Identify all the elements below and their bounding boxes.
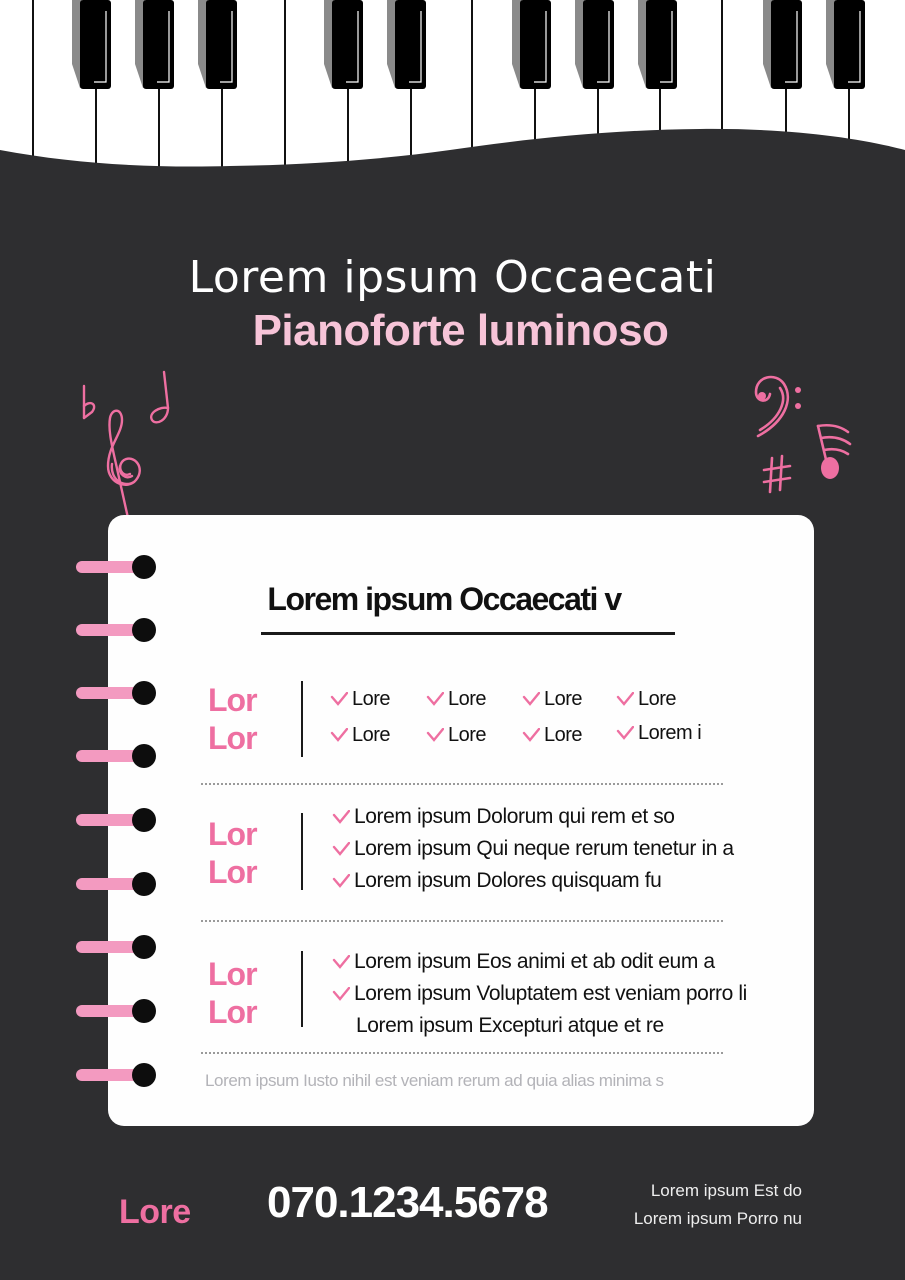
spiral-ring: [76, 681, 156, 705]
footer-brand: Lore: [119, 1193, 191, 1231]
check-icon: [616, 692, 634, 706]
footer-info-line: Lorem ipsum Est do: [650, 1181, 802, 1200]
check-icon: [332, 842, 350, 856]
list-item: Lorem ipsum Qui neque rerum tenetur in a: [332, 837, 734, 861]
sharp-icon: [764, 456, 790, 492]
spiral-ring: [76, 999, 156, 1023]
treble-clef-icon: [108, 411, 140, 518]
grid-item: Lore: [426, 688, 486, 711]
piano-keyboard-header: [0, 0, 905, 180]
card-footnote: Lorem ipsum Iusto nihil est veniam rerum ad quia alias minima s: [205, 1071, 664, 1090]
grid-item: Lore: [616, 688, 676, 711]
spiral-ring: [76, 872, 156, 896]
card-title: Lorem ipsum Occaecati v: [267, 581, 621, 617]
music-doodles-left: [76, 368, 176, 518]
section-divider: [301, 951, 303, 1027]
poster-title: Lorem ipsum Occaecati: [188, 252, 717, 303]
card-title-underline: [261, 632, 675, 635]
check-icon: [330, 728, 348, 742]
spiral-ring: [76, 1063, 156, 1087]
section-label: Lor Lor: [208, 816, 257, 890]
check-icon: [522, 728, 540, 742]
footer-phone: 070.1234.5678: [267, 1178, 548, 1227]
check-icon: [426, 728, 444, 742]
spiral-ring: [76, 744, 156, 768]
music-doodles-right: [748, 370, 858, 500]
dotted-separator: [201, 783, 723, 785]
grid-item: Lorem i: [616, 722, 701, 745]
spiral-ring: [76, 555, 156, 579]
section-label: Lor Lor: [208, 682, 257, 756]
check-icon: [332, 987, 350, 1001]
notebook-card: [108, 515, 814, 1126]
dotted-separator: [201, 920, 723, 922]
grid-item: Lore: [426, 724, 486, 747]
grid-item: Lore: [522, 724, 582, 747]
check-icon: [332, 810, 350, 824]
list-item: Lorem ipsum Dolores quisquam fu: [332, 869, 661, 893]
list-item: Lorem ipsum Excepturi atque et re: [356, 1014, 664, 1037]
check-icon: [332, 874, 350, 888]
spiral-ring: [76, 935, 156, 959]
list-item: Lorem ipsum Voluptatem est veniam porro li: [332, 982, 747, 1006]
poster-subtitle: Pianoforte luminoso: [252, 306, 669, 355]
spiral-ring: [76, 618, 156, 642]
check-icon: [616, 726, 634, 740]
grid-item: Lore: [330, 688, 390, 711]
section-divider: [301, 681, 303, 757]
bass-clef-icon: [756, 377, 788, 436]
spiral-ring: [76, 808, 156, 832]
check-icon: [332, 955, 350, 969]
grid-item: Lore: [522, 688, 582, 711]
piano-keys-illustration: [0, 0, 905, 180]
eighth-note-icon: [151, 372, 168, 422]
list-item: Lorem ipsum Eos animi et ab odit eum a: [332, 950, 715, 974]
dotted-separator: [201, 1052, 723, 1054]
section-label: Lor Lor: [208, 956, 257, 1030]
check-icon: [522, 692, 540, 706]
footer-info-line: Lorem ipsum Porro nu: [633, 1209, 802, 1228]
grid-item: Lore: [330, 724, 390, 747]
list-item: Lorem ipsum Dolorum qui rem et so: [332, 805, 675, 829]
section-divider: [301, 813, 303, 890]
check-icon: [426, 692, 444, 706]
flat-icon: [84, 386, 94, 418]
check-icon: [330, 692, 348, 706]
